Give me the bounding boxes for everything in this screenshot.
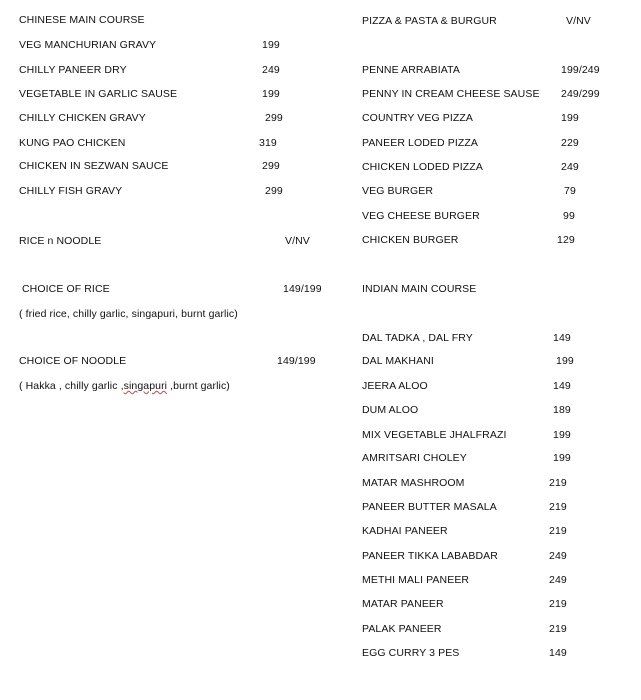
menu-item-price: 219 xyxy=(549,623,567,635)
menu-item-name: PANEER BUTTER MASALA xyxy=(362,501,497,513)
menu-item-name: PANEER LODED PIZZA xyxy=(362,137,478,149)
choice-of-noodle-note xyxy=(19,380,230,392)
menu-item-price: 199 xyxy=(553,429,571,441)
menu-item-price: 129 xyxy=(557,234,575,246)
menu-item-price: 219 xyxy=(549,598,567,610)
menu-item-price: 199 xyxy=(262,39,280,51)
menu-item-price: 319 xyxy=(259,137,277,149)
menu-item-price: 249 xyxy=(549,574,567,586)
menu-item-price: 249 xyxy=(561,161,579,173)
menu-item-price: 149 xyxy=(553,332,571,344)
menu-item-name: CHICKEN BURGER xyxy=(362,234,459,246)
menu-item-name: VEG BURGER xyxy=(362,185,434,197)
menu-item-name: CHICKEN IN SEZWAN SAUCE xyxy=(19,160,169,172)
menu-item-name: MATAR PANEER xyxy=(362,598,444,610)
choice-of-rice-name: CHOICE OF RICE xyxy=(22,283,110,295)
menu-item-price: 249 xyxy=(262,64,280,76)
menu-item-price: 199 xyxy=(556,355,574,367)
menu-item-name: KUNG PAO CHICKEN xyxy=(19,137,126,149)
menu-item-price: 219 xyxy=(549,477,567,489)
menu-item-name: KADHAI PANEER xyxy=(362,525,448,537)
menu-item-name: METHI MALI PANEER xyxy=(362,574,470,586)
menu-item-name: DAL TADKA , DAL FRY xyxy=(362,332,473,344)
menu-item-name: EGG CURRY 3 PES xyxy=(362,647,460,659)
menu-item-price: 199 xyxy=(262,88,280,100)
menu-item-name: CHILLY FISH GRAVY xyxy=(19,185,123,197)
menu-item-name: PENNE ARRABIATA xyxy=(362,64,460,76)
choice-of-noodle-price: 149/199 xyxy=(277,355,316,367)
menu-item-name: MIX VEGETABLE JHALFRAZI xyxy=(362,429,507,441)
menu-item-price: 199/249 xyxy=(561,64,600,76)
menu-item-price: 299 xyxy=(265,185,283,197)
menu-item-name: AMRITSARI CHOLEY xyxy=(362,452,467,464)
menu-item-name: CHILLY CHICKEN GRAVY xyxy=(19,112,146,124)
menu-item-price: 219 xyxy=(549,501,567,513)
chinese-section-title: CHINESE MAIN COURSE xyxy=(19,14,145,26)
menu-item-name: VEG CHEESE BURGER xyxy=(362,210,480,222)
menu-item-name: JEERA ALOO xyxy=(362,380,428,392)
menu-item-price: 299 xyxy=(265,112,283,124)
menu-item-name: VEG MANCHURIAN GRAVY xyxy=(19,39,157,51)
rice-noodle-section-title: RICE n NOODLE xyxy=(19,235,102,247)
menu-item-price: 249 xyxy=(549,550,567,562)
menu-item-price: 249/299 xyxy=(561,88,600,100)
menu-item-name: CHICKEN LODED PIZZA xyxy=(362,161,483,173)
menu-item-price: 189 xyxy=(553,404,571,416)
menu-item-price: 299 xyxy=(262,160,280,172)
menu-item-name: PENNY IN CREAM CHEESE SAUSE xyxy=(362,88,540,100)
noodle-note-part: ,burnt garlic) xyxy=(167,380,230,392)
choice-of-rice-price: 149/199 xyxy=(283,283,322,295)
menu-item-price: 149 xyxy=(549,647,567,659)
menu-item-name: COUNTRY VEG PIZZA xyxy=(362,112,473,124)
menu-item-name: VEGETABLE IN GARLIC SAUSE xyxy=(19,88,178,100)
menu-item-price: 199 xyxy=(561,112,579,124)
menu-item-name: PALAK PANEER xyxy=(362,623,442,635)
choice-of-noodle-name: CHOICE OF NOODLE xyxy=(19,355,127,367)
menu-item-price: 229 xyxy=(561,137,579,149)
choice-of-rice-note: ( fried rice, chilly garlic, singapuri, burnt garlic) xyxy=(19,308,238,320)
menu-item-price: 99 xyxy=(563,210,575,222)
menu-item-name: DAL MAKHANI xyxy=(362,355,434,367)
noodle-note-spellcheck-word: singapuri xyxy=(123,380,168,392)
menu-item-name: DUM ALOO xyxy=(362,404,419,416)
menu-item-price: 219 xyxy=(549,525,567,537)
menu-item-price: 79 xyxy=(564,185,576,197)
menu-item-name: MATAR MASHROOM xyxy=(362,477,465,489)
menu-item-name: CHILLY PANEER DRY xyxy=(19,64,127,76)
rice-noodle-veg-nonveg-tag: V/NV xyxy=(285,235,310,247)
menu-item-price: 149 xyxy=(553,380,571,392)
menu-item-name: PANEER TIKKA LABABDAR xyxy=(362,550,498,562)
pizza-section-title: PIZZA & PASTA & BURGUR xyxy=(362,15,497,27)
pizza-veg-nonveg-tag: V/NV xyxy=(566,15,591,27)
menu-item-price: 199 xyxy=(553,452,571,464)
indian-section-title: INDIAN MAIN COURSE xyxy=(362,283,477,295)
noodle-note-part: ( Hakka , chilly garlic , xyxy=(19,380,124,392)
